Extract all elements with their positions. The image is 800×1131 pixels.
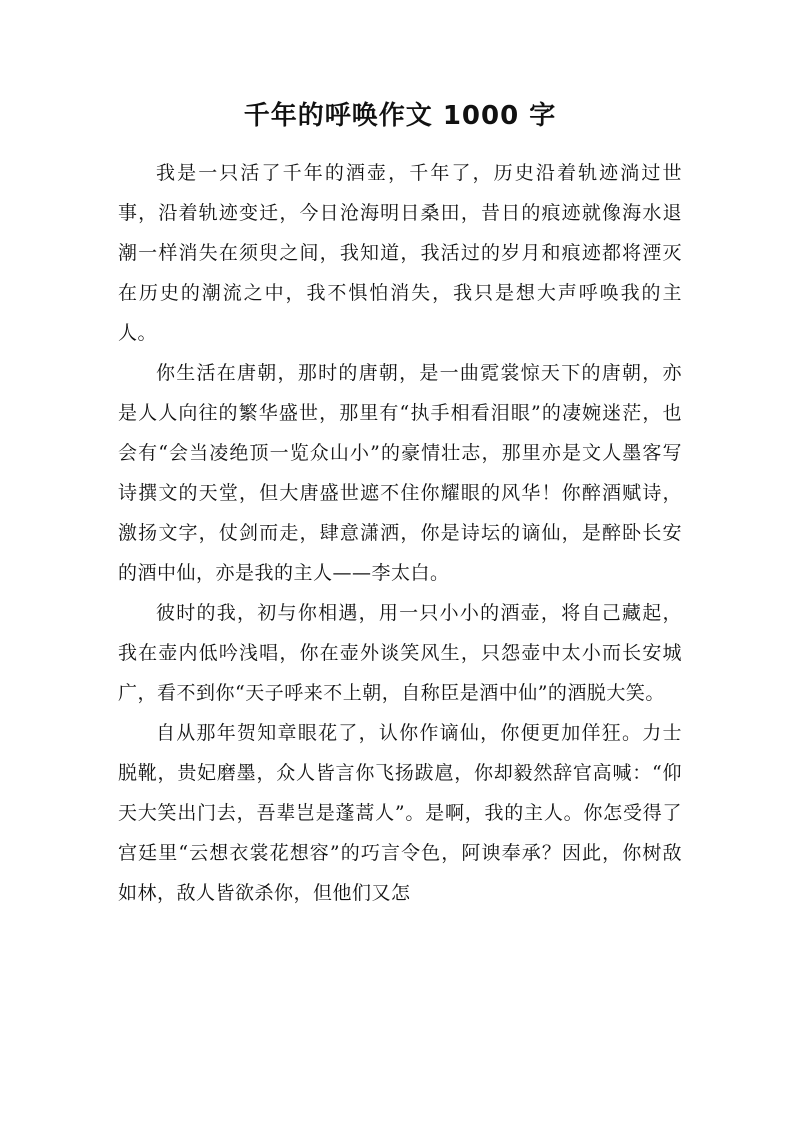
paragraph-2: 你生活在唐朝，那时的唐朝，是一曲霓裳惊天下的唐朝，亦是人人向往的繁华盛世，那里有“执手相看泪眼”的凄婉迷茫，也会有“会当凌绝顶一览众山小”的豪情壮志，那里亦是文人墨客写诗撰文的天堂，但大唐盛世遮不住你耀眼的风华！你醉酒赋诗，激扬文字，仗剑而走，肆意潇洒，你是诗坛的谪仙，是醉卧长安的酒中仙，亦是我的主人——李太白。 bbox=[118, 362, 682, 584]
document-title: 千年的呼唤作文 1000 字 bbox=[243, 101, 557, 131]
paragraph-3: 彼时的我，初与你相遇，用一只小小的酒壶，将自己藏起，我在壶内低吟浅唱，你在壶外谈笑风生，只怨壶中太小而长安城广，看不到你“天子呼来不上朝，自称臣是酒中仙”的酒脱大笑。 bbox=[118, 602, 682, 704]
paragraph-4: 自从那年贺知章眼花了，认你作谪仙，你便更加佯狂。力士脱靴，贵妃磨墨，众人皆言你飞扬跋扈，你却毅然辞官高喊：“仰天大笑出门去，吾辈岂是蓬蒿人”。是啊，我的主人。你怎受得了宫廷里“云想衣裳花想容”的巧言令色，阿谀奉承？因此，你树敌如林，敌人皆欲杀你，但他们又怎 bbox=[118, 722, 682, 904]
document-body bbox=[118, 153, 682, 913]
paragraph-1: 我是一只活了千年的酒壶，千年了，历史沿着轨迹淌过世事，沿着轨迹变迁，今日沧海明日桑田，昔日的痕迹就像海水退潮一样消失在须臾之间，我知道，我活过的岁月和痕迹都将湮灭在历史的潮流之中，我不惧怕消失，我只是想大声呼唤我的主人。 bbox=[118, 162, 682, 344]
